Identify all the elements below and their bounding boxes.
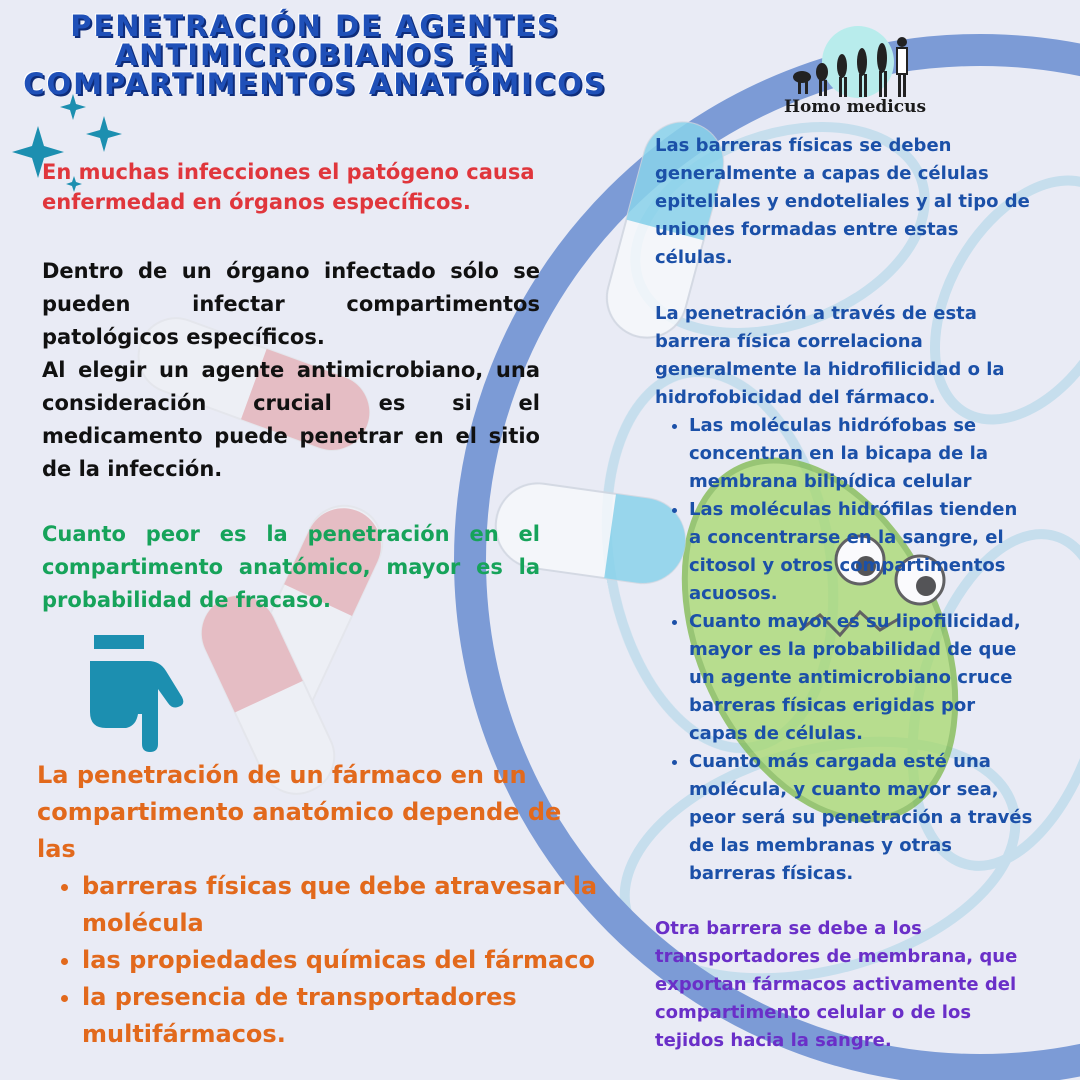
list-item: • la presencia de transportadores multifármacos. (82, 979, 607, 1053)
title-line: COMPARTIMENTOS ANATÓMICOS (23, 67, 607, 101)
molecule-list (655, 412, 1035, 888)
factor-list (37, 868, 607, 1053)
list-item: • Cuanto más cargada esté una molécula, y cuanto mayor sea, peor será su penetración a través de las membranas y otras barreras físicas. (689, 748, 1035, 888)
page-title (0, 9, 630, 101)
purple-text: Otra barrera se debe a los transportadores de membrana, que exportan fármacos activamente del compartimento celular o de los tejidos hacia la sangre. (655, 918, 1018, 1051)
paragraph: Dentro de un órgano infectado sólo se pueden infectar compartimentos patológicos específicos. (42, 259, 540, 349)
logo-text: Homo medicus (783, 97, 927, 117)
paragraph: Al elegir un agente antimicrobiano, una consideración crucial es si el medicamento puede penetrar en el sitio de la infección. (42, 358, 540, 481)
title-line: ANTIMICROBIANOS EN (114, 38, 516, 72)
right-blue-section (655, 132, 1035, 888)
paragraph: La penetración a través de esta barrera física correlaciona generalmente la hidrofilicidad o la hidrofobicidad del fármaco. (655, 303, 1005, 408)
list-item: • Las moléculas hidrófobas se concentran en la bicapa de la membrana bilipídica celular (689, 412, 1035, 496)
intro-red-text: En muchas infecciones el patógeno causa enfermedad en órganos específicos. (42, 160, 535, 214)
green-text: Cuanto peor es la penetración en el compartimento anatómico, mayor es la probabilidad de fracaso. (42, 522, 540, 612)
title-line: PENETRACIÓN DE AGENTES (70, 9, 560, 43)
paragraph: Las barreras físicas se deben generalmente a capas de células epiteliales y endoteliales y al tipo de uniones formadas entre estas células. (655, 135, 1030, 268)
pointing-hand-icon (82, 633, 192, 758)
orange-intro: La penetración de un fármaco en un compartimento anatómico depende de las (37, 761, 562, 863)
list-item: • Las moléculas hidrófilas tienden a concentrarse en la sangre, el citosol y otros compartimentos acuosos. (689, 496, 1035, 608)
list-item: • las propiedades químicas del fármaco (82, 942, 607, 979)
list-item: • barreras físicas que debe atravesar la molécula (82, 868, 607, 942)
list-item: • Cuanto mayor es su lipofilicidad, mayor es la probabilidad de que un agente antimicrobiano cruce barreras físicas erigidas por capas de células. (689, 608, 1035, 748)
orange-section (37, 757, 607, 1053)
black-paragraphs (42, 255, 540, 486)
